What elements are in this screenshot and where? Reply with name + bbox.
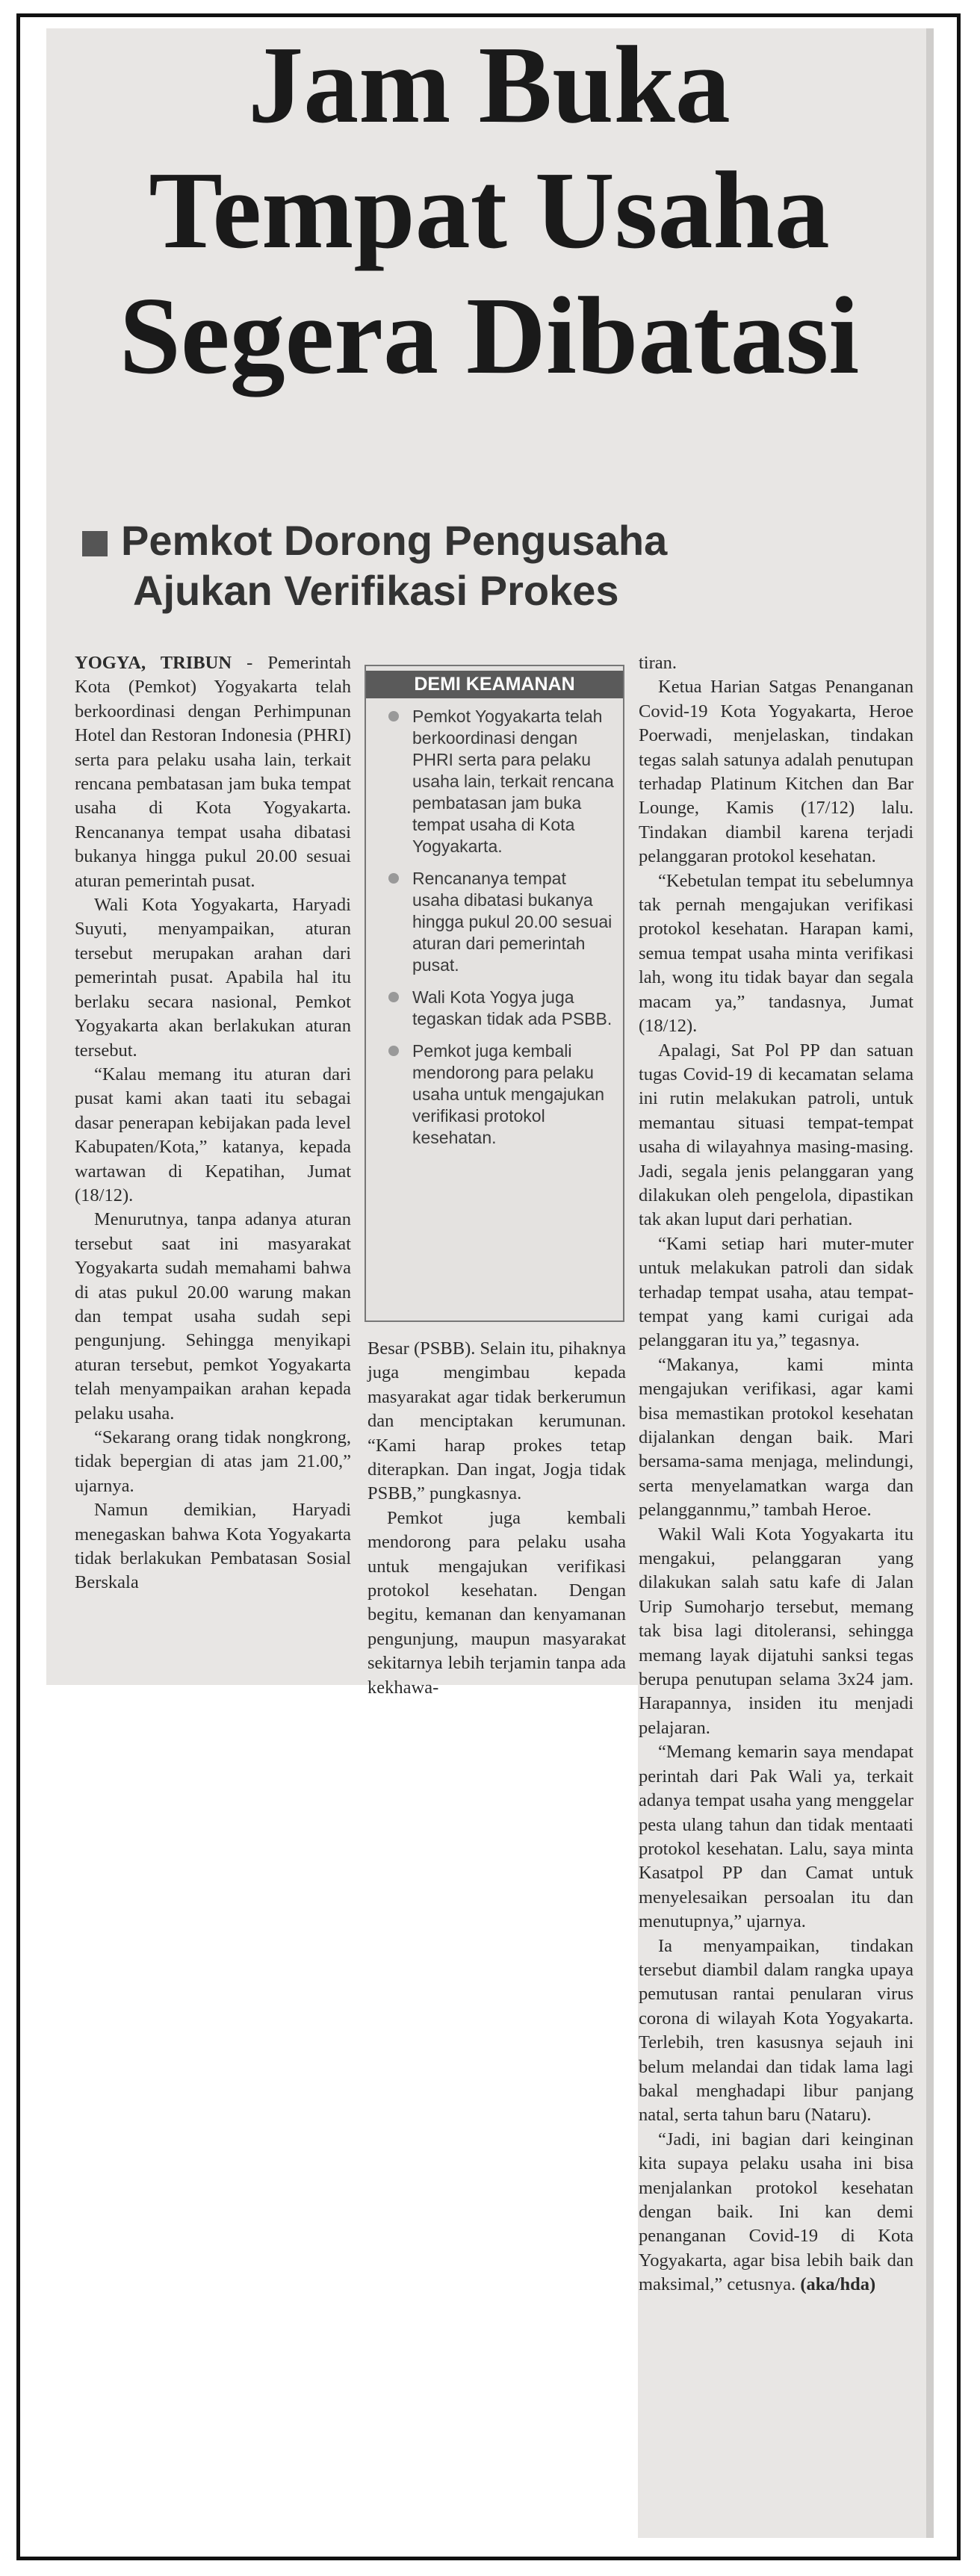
sidebar-item-text: Pemkot Yogyakarta telah berkoordinasi dengan PHRI serta para pelaku usaha lain, terkait rencana pembatasan jam buka tempat usaha di Kota Yogyakarta. xyxy=(412,707,614,856)
bullet-dot-icon xyxy=(388,1046,399,1056)
article-column-1 xyxy=(75,651,351,1595)
bullet-dot-icon xyxy=(388,873,399,884)
sidebar-item xyxy=(384,868,615,976)
article-column-2 xyxy=(368,1337,626,1700)
headline-line-1: Jam Buka xyxy=(248,24,731,146)
article-paragraph: “Kami setiap hari muter-muter untuk melakukan patroli dan sidak terhadap tempat usaha, atau tempat-tempat yang kami curigai ada pelanggaran itu ya,” tegasnya. xyxy=(639,1233,914,1351)
article-paragraph-text: - Pemerintah Kota (Pemkot) Yogyakarta telah berkoordinasi dengan Perhimpunan Hotel dan Restoran Indonesia (PHRI) serta para pelaku usaha lain, terkait rencana pembatasan jam buka tempat usaha di Kota Yogyakarta. Rencananya tempat usaha dibatasi bukanya hingga pukul 20.00 sesuai aturan pemerintah pusat. xyxy=(75,653,351,891)
article-paragraph: Ketua Harian Satgas Penanganan Covid-19 Kota Yogyakarta, Heroe Poerwadi, menjelaskan, tindakan tegas salah satunya adalah penutupan terhadap Platinum Kitchen dan Bar Lounge, Kamis (17/12) lalu. Tindakan diambil karena terjadi pelanggaran protokol kesehatan. xyxy=(639,677,914,867)
sidebar-item xyxy=(384,987,615,1030)
article-paragraph-text: “Jadi, ini bagian dari keinginan kita supaya pelaku usaha ini bisa menjalankan protokol kesehatan dengan baik. Ini kan demi penanganan Covid-19 di Kota Yogyakarta, agar bisa lebih baik dan maksimal,” cetusnya. xyxy=(639,2129,914,2295)
sidebar-item-text: Wali Kota Yogya juga tegaskan tidak ada PSBB. xyxy=(412,987,612,1028)
sidebar-list xyxy=(366,706,623,1149)
article-paragraph: Pemkot juga kembali mendorong para pelaku usaha untuk mengajukan verifikasi protokol kesehatan. Dengan begitu, kemanan dan kenyamanan pengunjung, maupun masyarakat sekitarnya lebih terjamin tanpa ada kekhawa- xyxy=(368,1507,626,1698)
headline-line-2: Tempat Usaha xyxy=(149,149,830,272)
article-paragraph: “Kebetulan tempat itu sebelumnya tak pernah mengajukan verifikasi protokol kesehatan. Harapan kami, semua tempat usaha minta verifikasi lah, wong itu tidak bayar dan segala macam ya,” tandasnya, Jumat (18/12). xyxy=(639,870,914,1037)
article-paragraph: Wali Kota Yogyakarta, Haryadi Suyuti, menyampaikan, aturan tersebut merupakan arahan dari pemerintah pusat. Apabila hal itu berlaku secara nasional, Pemkot Yogyakarta akan berlakukan aturan tersebut. xyxy=(75,895,351,1061)
article-paragraph xyxy=(75,651,351,893)
article-paragraph xyxy=(639,2128,914,2297)
article-paragraph: Besar (PSBB). Selain itu, pihaknya juga mengimbau kepada masyarakat agar tidak berkerumun dan menciptakan kerumunan. “Kami harap prokes tetap diterapkan. Dan ingat, Jogja tidak PSBB,” pungkasnya. xyxy=(368,1338,626,1504)
article-paragraph: “Memang kemarin saya mendapat perintah dari Pak Wali ya, terkait adanya tempat usaha yang menggelar pesta ulang tahun dan tidak mentaati protokol kesehatan. Lalu, saya minta Kasatpol PP dan Camat untuk menyelesaikan persoalan itu dan menutupnya,” ujarnya. xyxy=(639,1742,914,1932)
article-paragraph: Wakil Wali Kota Yogyakarta itu mengakui, pelanggaran yang dilakukan salah satu kafe di Jalan Urip Sumoharjo tersebut, memang tak bisa lagi ditoleransi, sehingga memang layak dijatuhi sanksi tegas berupa penutupan selama 3x24 jam. Harapannya, insiden itu menjadi pelajaran. xyxy=(639,1524,914,1738)
clipping-edge xyxy=(926,28,934,2538)
sidebar-item-text: Rencananya tempat usaha dibatasi bukanya hingga pukul 20.00 sesuai aturan dari pemerintah pusat. xyxy=(412,869,612,975)
article-paragraph: tiran. xyxy=(639,653,677,673)
sidebar-item xyxy=(384,1040,615,1149)
article-paragraph: Apalagi, Sat Pol PP dan satuan tugas Covid-19 di kecamatan selama ini rutin melakukan patroli, untuk memantau situasi tempat-tempat usaha di wilayahnya masing-masing. Jadi, segala jenis pelanggaran yang dilakukan oleh pengelola, dipastikan tak akan luput dari perhatian. xyxy=(639,1040,914,1230)
sidebar-box xyxy=(365,665,624,1322)
article-paragraph: “Makanya, kami minta mengajukan verifikasi, agar kami bisa memastikan protokol kesehatan dijalankan dengan baik. Mari bersama-sama menjaga, melindungi, serta menyelamatkan warga dan pelanggannmu,” tambah Heroe. xyxy=(639,1354,914,1521)
bullet-dot-icon xyxy=(388,711,399,721)
dateline: YOGYA, TRIBUN xyxy=(75,653,232,673)
square-bullet-icon xyxy=(82,531,108,556)
subheadline-line-1: Pemkot Dorong Pengusaha xyxy=(121,517,668,564)
sidebar-item-text: Pemkot juga kembali mendorong para pelaku usaha untuk mengajukan verifikasi protokol kesehatan. xyxy=(412,1041,605,1147)
article-paragraph: Namun demikian, Haryadi menegaskan bahwa Kota Yogyakarta tidak berlakukan Pembatasan Sosial Berskala xyxy=(75,1500,351,1593)
article-paragraph: Ia menyampaikan, tindakan tersebut diambil dalam rangka upaya pemutusan rantai penularan virus corona di wilayah Kota Yogyakarta. Terlebih, tren kasusnya sejauh ini belum melandai dan tidak lama lagi bakal menghadapi libur panjang natal, serta tahun baru (Nataru). xyxy=(639,1935,914,2126)
article-paragraph: Menurutnya, tanpa adanya aturan tersebut saat ini masyarakat Yogyakarta sudah memahami bahwa di atas pukul 20.00 warung makan dan tempat usaha sudah sepi pengunjung. Sehingga menyikapi aturan tersebut, pemkot Yogyakarta telah menyampaikan arahan kepada pelaku usaha. xyxy=(75,1209,351,1424)
article-paragraph: “Sekarang orang tidak nongkrong, tidak bepergian di atas jam 21.00,” ujarnya. xyxy=(75,1427,351,1496)
sidebar-item xyxy=(384,706,615,857)
headline-line-3: Segera Dibatasi xyxy=(119,275,860,397)
headline xyxy=(71,24,908,406)
article-column-3 xyxy=(639,651,914,2297)
subheadline-line-2: Ajukan Verifikasi Prokes xyxy=(133,567,619,615)
author-credit: (aka/hda) xyxy=(800,2274,876,2295)
subheadline xyxy=(82,515,754,615)
bullet-dot-icon xyxy=(388,992,399,1002)
article-paragraph: “Kalau memang itu aturan dari pusat kami akan taati itu sebagai dasar penerapan kebijakan pada level Kabupaten/Kota,” katanya, kepada wartawan di Kepatihan, Jumat (18/12). xyxy=(75,1064,351,1205)
sidebar-title: DEMI KEAMANAN xyxy=(366,671,623,698)
